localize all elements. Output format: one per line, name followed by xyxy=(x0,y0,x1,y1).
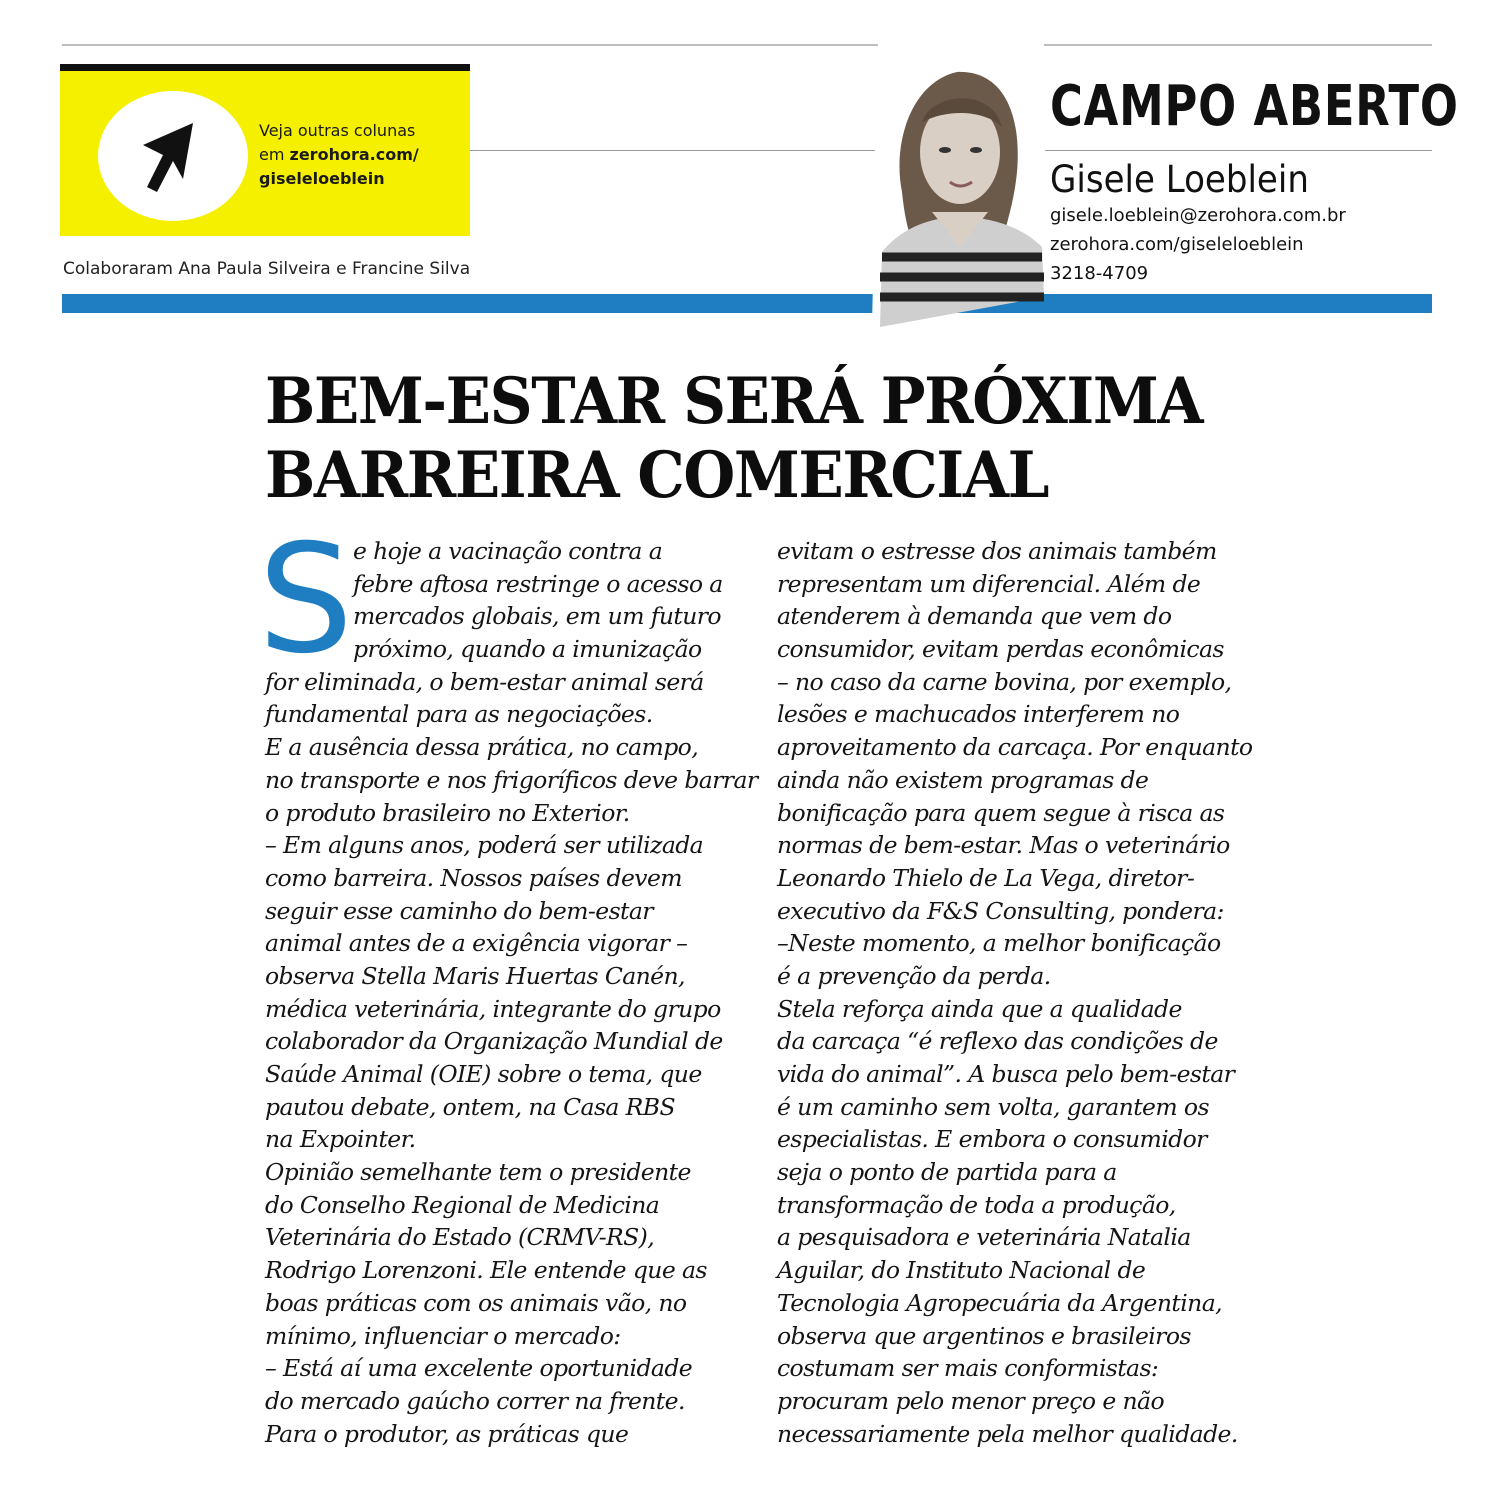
article-line: colaborador da Organização Mundial de xyxy=(265,1027,723,1056)
article-column-2 xyxy=(777,535,1257,1450)
article-line: ainda não existem programas de xyxy=(777,765,1149,794)
promo-prefix: em xyxy=(259,145,290,164)
drop-cap: S xyxy=(258,513,354,687)
headline xyxy=(265,365,1288,513)
article-line: atenderem à demanda que vem do xyxy=(777,602,1172,631)
article-line: mercados globais, em um futuro xyxy=(353,602,721,631)
article-line: – Em alguns anos, poderá ser utilizada xyxy=(265,831,704,860)
author-phone: 3218-4709 xyxy=(1050,263,1149,284)
author-photo xyxy=(872,42,1044,327)
article-line: próximo, quando a imunização xyxy=(353,635,702,664)
article-line: E a ausência dessa prática, no campo, xyxy=(265,733,699,762)
article-line: representam um diferencial. Além de xyxy=(777,569,1201,598)
article-column-1 xyxy=(265,535,758,1450)
article-line: como barreira. Nossos países devem xyxy=(265,863,682,892)
author-name: Gisele Loeblein xyxy=(1050,158,1309,201)
article-line: lesões e machucados interferem no xyxy=(777,700,1180,729)
article-line: consumidor, evitam perdas econômicas xyxy=(777,635,1224,664)
article-line: Para o produtor, as práticas que xyxy=(265,1419,629,1448)
article-line: evitam o estresse dos animais também xyxy=(777,537,1217,565)
article-line: na Expointer. xyxy=(265,1125,416,1154)
article-line: médica veterinária, integrante do grupo xyxy=(265,994,721,1023)
author-site[interactable]: zerohora.com/giseleloeblein xyxy=(1050,234,1304,255)
article-line: vida do animal”. A busca pelo bem-estar xyxy=(777,1060,1235,1088)
article-line: a pesquisadora e veterinária Natalia xyxy=(777,1223,1191,1252)
header-rule-right xyxy=(1045,150,1432,151)
promo-line-3 xyxy=(259,167,419,191)
promo-line-2 xyxy=(259,143,419,167)
article-line: executivo da F&S Consulting, pondera: xyxy=(777,896,1224,925)
article-line: é a prevenção da perda. xyxy=(777,961,1051,990)
headline-line-1: BEM-ESTAR SERÁ PRÓXIMA xyxy=(265,364,1203,439)
article-line: Leonardo Thielo de La Vega, diretor- xyxy=(777,863,1195,892)
article-line: transformação de toda a produção, xyxy=(777,1190,1176,1219)
article-line: fundamental para as negociações. xyxy=(265,700,653,729)
article-line: aproveitamento da carcaça. Por enquanto xyxy=(777,733,1253,762)
promo-link-1[interactable]: zerohora.com/ xyxy=(289,145,419,164)
article-line: especialistas. E embora o consumidor xyxy=(777,1125,1207,1154)
article-line: observa que argentinos e brasileiros xyxy=(777,1321,1191,1350)
article-line: seja o ponto de partida para a xyxy=(777,1158,1117,1187)
article-line: –Neste momento, a melhor bonificação xyxy=(777,929,1221,958)
article-line: Opinião semelhante tem o presidente xyxy=(265,1158,691,1187)
article-line: bonificação para quem segue à risca as xyxy=(777,798,1225,827)
headline-line-2: BARREIRA COMERCIAL xyxy=(265,438,1049,513)
column-title: CAMPO ABERTO xyxy=(1050,74,1459,139)
promo-line-1: Veja outras colunas xyxy=(259,121,416,140)
promo-text[interactable] xyxy=(259,119,419,191)
article-line: observa Stella Maris Huertas Canén, xyxy=(265,961,685,990)
article-line: no transporte e nos frigoríficos deve barrar xyxy=(265,765,758,794)
header-rule-left xyxy=(470,150,875,151)
article-line: Aguilar, do Instituto Nacional de xyxy=(777,1256,1146,1285)
article-line: Rodrigo Lorenzoni. Ele entende que as xyxy=(265,1256,707,1285)
promo-link-2[interactable]: giseleloeblein xyxy=(259,169,385,188)
article-line: o produto brasileiro no Exterior. xyxy=(265,798,630,827)
article-line: – Está aí uma excelente oportunidade xyxy=(265,1354,693,1383)
article-line: boas práticas com os animais vão, no xyxy=(265,1288,687,1317)
article-line: Veterinária do Estado (CRMV-RS), xyxy=(265,1223,655,1252)
article-line: animal antes de a exigência vigorar – xyxy=(265,929,688,958)
header-blue-bar xyxy=(62,294,1432,313)
article-line: Stela reforça ainda que a qualidade xyxy=(777,994,1182,1023)
article-line: Tecnologia Agropecuária da Argentina, xyxy=(777,1288,1222,1317)
article-line: costumam ser mais conformistas: xyxy=(777,1354,1159,1383)
article-line: – no caso da carne bovina, por exemplo, xyxy=(777,667,1232,696)
article-line: e hoje a vacinação contra a xyxy=(353,537,663,565)
article-line: necessariamente pela melhor qualidade. xyxy=(777,1419,1238,1448)
top-rule xyxy=(62,44,1432,46)
credits: Colaboraram Ana Paula Silveira e Francine Silva xyxy=(63,259,471,279)
article-line: do mercado gaúcho correr na frente. xyxy=(265,1386,685,1415)
author-email[interactable]: gisele.loeblein@zerohora.com.br xyxy=(1050,205,1346,226)
article-line: febre aftosa restringe o acesso a xyxy=(353,569,723,598)
article-line: Saúde Animal (OIE) sobre o tema, que xyxy=(265,1060,702,1088)
article-line: da carcaça “é reflexo das condições de xyxy=(777,1027,1218,1056)
article-line: procuram pelo menor preço e não xyxy=(777,1386,1165,1415)
article-line: pautou debate, ontem, na Casa RBS xyxy=(265,1092,675,1121)
cursor-arrow-icon xyxy=(135,115,210,195)
article-line: mínimo, influenciar o mercado: xyxy=(265,1321,621,1350)
article-line: é um caminho sem volta, garantem os xyxy=(777,1092,1209,1121)
article-line: seguir esse caminho do bem-estar xyxy=(265,896,653,925)
article-line: do Conselho Regional de Medicina xyxy=(265,1190,660,1219)
article-line: for eliminada, o bem-estar animal será xyxy=(265,667,704,696)
article-line: normas de bem-estar. Mas o veterinário xyxy=(777,831,1230,860)
